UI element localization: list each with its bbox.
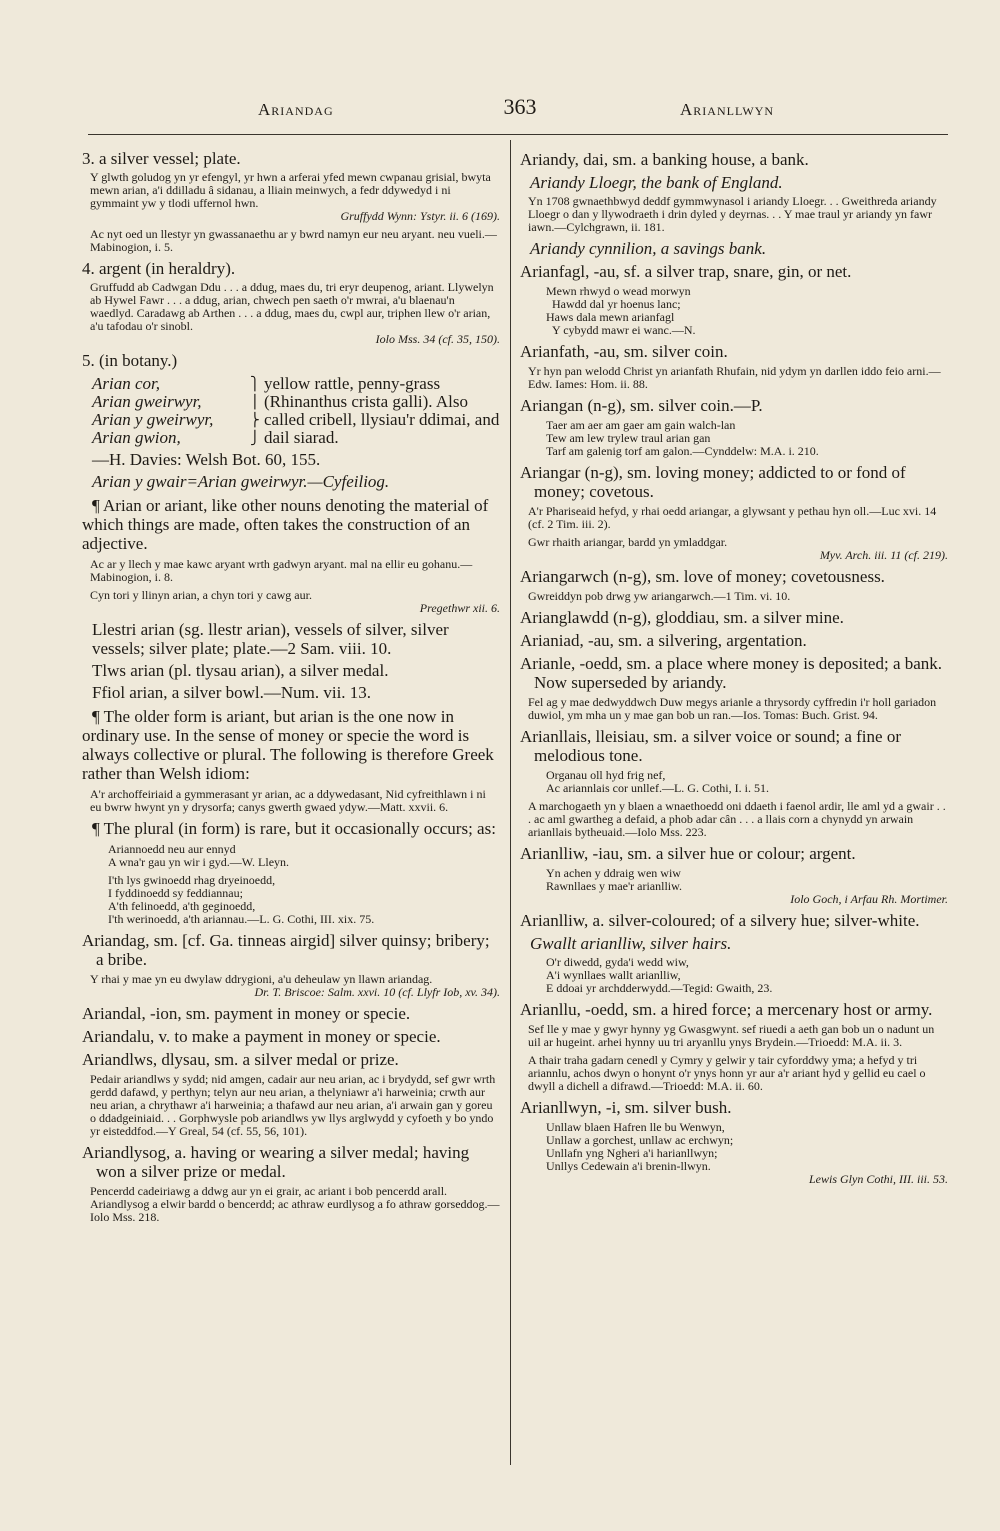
quotation: Yn 1708 gwnaethbwyd deddf gymmwynasol i ariandy Lloegr. . . Gweithreda ariandy Lloegr o dan y llywodraeth i drin dyled y deyrnas. . . Y mae traul yr ariandy yn fawr iawn.—Cylchgrawn, ii. 181. (528, 194, 937, 234)
entry-arianfath: Arianfath, -au, sm. silver coin. (520, 342, 728, 361)
entry-ariandal: Ariandal, -ion, sm. payment in money or specie. (82, 1004, 411, 1023)
quotation: Sef lle y mae y gwyr hynny yg Gwasgwynt. sef riuedi a aeth gan bob un o nadunt un uil ar hugeint. arhei hynny uu tri aryanllu ynys Brydein.—Trioedd: M.A. ii. 3. (528, 1022, 935, 1049)
page-number: 363 (503, 94, 537, 119)
quotation: Pedair ariandlws y sydd; nid amgen, cadair aur neu arian, ac i brydydd, sef gwr wrth gerdd dafawd, y perthyn; telyn aur neu arian, a thelyniawr a'i harweinia; crwth aur neu arian, a chrythawr a'i harweinia; a thafawd aur neu arian, a'i arwain gan y goreu o ddadgeiniaid. . . Gorphwysle pob ariandlws yw llys arglwydd y cyfoeth y bo yndo yr eisteddfod.—Y Greal, 54 (cf. 55, 56, 101). (90, 1072, 496, 1138)
verse-quotation (546, 867, 948, 906)
phrase-ariandy-cynnilion: Ariandy cynnilion, a savings bank. (530, 239, 767, 258)
botany-block (82, 375, 500, 447)
quotation: Ac ar y llech y mae kawc aryant wrth gadwyn aryant. mal na ellir eu gohanu.—Mabinogion, i. 8. (90, 557, 473, 584)
usage-note: ¶ The older form is ariant, but arian is the one now in ordinary use. In the sense of money or specie the word is always collective or plural. The following is therefore Greek rather than Welsh idiom: (82, 707, 494, 783)
entry-arianlliw-adjective: Arianlliw, a. silver-coloured; of a silvery hue; silver-white. (520, 911, 920, 930)
sense-3: 3. a silver vessel; plate. (82, 149, 241, 168)
quotation-reference: Myv. Arch. iii. 11 (cf. 219). (819, 548, 948, 562)
verse-text: Unllaw blaen Hafren lle bu Wenwyn, Unllaw a gorchest, unllaw ac erchwyn; Unllafn yng Ngheri a'i harianllwyn; Unllys Cedewain a'i brenin-llwyn. (546, 1120, 734, 1173)
entry-arianfagl: Arianfagl, -au, sf. a silver trap, snare, gin, or net. (520, 262, 852, 281)
botany-description: yellow rattle, penny-grass (Rhinanthus crista galli). Also called cribell, llysiau'r ddimai, and dail siarad. (264, 374, 500, 447)
verse-quotation: Organau oll hyd frig nef, Ac ariannlais cor unllef.—L. G. Cothi, I. i. 51. (546, 768, 769, 795)
phrase-tlws-arian: Tlws arian (pl. tlysau arian), a silver medal. (92, 661, 389, 680)
entry-arianllu: Arianllu, -oedd, sm. a hired force; a mercenary host or army. (520, 1000, 933, 1019)
quotation-text: Y glwth goludog yn yr efengyl, yr hwn a arferai yfed mewn cwpanau grisial, bwyta mewn arian, a'i ddilladu â sidanau, a lliain meinwych, a fedr ddywedyd i ni gymmaint yw y tlodi uffernol hwn. (90, 170, 491, 210)
botany-name: Arian y gweirwyr, (92, 410, 214, 429)
verse-quotation: I'th lys gwinoedd rhag dryeinoedd, I fyddinoedd sy feddiannau; A'th felinoedd, a'th geginoedd, I'th werinoedd, a'th ariannau.—L. G. Cothi, III. xix. 75. (108, 873, 375, 926)
header-rule (88, 134, 948, 135)
sense-5: 5. (in botany.) (82, 351, 178, 370)
header-right-guideword: Arianllwyn (680, 100, 775, 119)
verse-quotation: Taer am aer am gaer am gain walch-lan Tew am lew trylew traul arian gan Tarf am galenig torf am galon.—Cynddelw: M.A. i. 210. (546, 418, 819, 458)
arian-y-gwair: Arian y gwair=Arian gweirwyr.—Cyfeiliog. (92, 472, 390, 491)
entry-ariandy: Ariandy, dai, sm. a banking house, a bank. (520, 150, 809, 169)
botany-reference: —H. Davies: Welsh Bot. 60, 155. (92, 450, 321, 469)
quotation (90, 281, 500, 346)
quotation: A'r archoffeiriaid a gymmerasant yr arian, ac a ddywedasant, Nid cyfreithlawn i ni eu bwrw hwynt yn y drysorfa; canys gwerth gwaed ydyw.—Matt. xxvii. 6. (90, 787, 486, 814)
quotation: Ac nyt oed un llestyr yn gwassanaethu ar y bwrd namyn eur neu aryant. neu vueli.—Mabinogion, i. 5. (90, 227, 497, 254)
quotation: Pencerdd cadeiriawg a ddwg aur yn ei grair, ac ariant i bob pencerdd arall. Ariandlysog a elwir bardd o bencerdd; ac athraw eurdlysog a fo athraw gorseddog.—Iolo Mss. 218. (90, 1184, 500, 1224)
brace-glyph: ⎫ ⎪ ⎬ ⎭ (250, 376, 260, 445)
page-header (0, 94, 1000, 124)
quotation (90, 171, 500, 223)
quotation: Yr hyn pan welodd Christ yn arianfath Rhufain, nid ydym yn darllen iddo feio arni.—Edw. Iames: Hom. ii. 88. (528, 364, 941, 391)
entry-arianlliw: Arianlliw, -iau, sm. a silver hue or colour; argent. (520, 844, 856, 863)
quotation-text: Gwr rhaith ariangar, bardd yn ymladdgar. (528, 535, 728, 549)
phrase-ariandy-lloegr: Ariandy Lloegr, the bank of England. (530, 173, 783, 192)
quotation: Fel ag y mae dedwyddwch Duw megys arianle a thrysordy cyffredin i'r holl gariadon duwiol, ym mha un y mae gan bob un ran.—Ios. Tomas: Buch. Grist. 94. (528, 695, 937, 722)
entry-arianglawdd: Arianglawdd (n-g), gloddiau, sm. a silver mine. (520, 608, 844, 627)
quotation-reference: Dr. T. Briscoe: Salm. xxvi. 10 (cf. Llyfr Iob, xv. 34). (254, 985, 500, 999)
right-column (520, 146, 948, 1476)
quotation: Gwreiddyn pob drwg yw ariangarwch.—1 Tim. vi. 10. (528, 589, 791, 603)
usage-note: ¶ The plural (in form) is rare, but it occasionally occurs; as: (92, 819, 496, 838)
entry-arianllwyn: Arianllwyn, -i, sm. silver bush. (520, 1098, 732, 1117)
quotation (90, 973, 500, 999)
verse-quotation: O'r diwedd, gyda'i wedd wiw, A'i wynllaes wallt arianlliw, E ddoai yr archdderwydd.—Tegid: Gwaith, 23. (546, 955, 773, 995)
header-left-guideword: Ariandag (258, 100, 334, 119)
quotation-text: Y rhai y mae yn eu dwylaw ddrygioni, a'u deheulaw yn llawn ariandag. (90, 972, 433, 986)
quotation (90, 589, 500, 615)
botany-names (82, 375, 250, 447)
quotation-reference: Gruffydd Wynn: Ystyr. ii. 6 (169). (340, 209, 500, 223)
entry-arianllais: Arianllais, lleisiau, sm. a silver voice or sound; a fine or melodious tone. (520, 727, 901, 765)
left-column (82, 146, 500, 1476)
verse-quotation: Mewn rhwyd o wead morwyn Hawdd dal yr hoenus lanc; Haws dala mewn arianfagl Y cybydd mawr ei wanc.—N. (546, 284, 696, 337)
quotation-reference: Lewis Glyn Cothi, III. iii. 53. (809, 1172, 948, 1186)
phrase-llestri-arian: Llestri arian (sg. llestr arian), vessels of silver, silver vessels; silver plate; plate.—2 Sam. viii. 10. (92, 620, 449, 658)
quotation: A thair traha gadarn cenedl y Cymry y gelwir y tair cyforddwy yma; a hefyd y tri ariannlu, achos dwyn o honynt o'r ynys honn yr aur a'r ariant hyd y gellid eu cael o dwyll a dichell a difrawd.—Trioedd: M.A. ii. 60. (528, 1053, 926, 1093)
entry-arianiad: Arianiad, -au, sm. a silvering, argentation. (520, 631, 807, 650)
entry-ariangan: Ariangan (n-g), sm. silver coin.—P. (520, 396, 763, 415)
entry-ariandlysog: Ariandlysog, a. having or wearing a silver medal; having won a silver prize or medal. (82, 1143, 470, 1181)
verse-text: Yn achen y ddraig wen wiw Rawnllaes y mae'r arianlliw. (546, 866, 683, 893)
quotation-text: Gruffudd ab Cadwgan Ddu . . . a ddug, maes du, tri eryr deupenog, ariant. Llywelyn ab Hywel Fawr . . . a ddug, arian, chwech pen saeth o'r mwrai, a'u blaenau'n waedlyd. Caradawg ab Arthen . . . a ddug, maes du, cwpl aur, triphen llew o'r arian, a'u tafodau o'r sinobl. (90, 280, 494, 333)
entry-arianle: Arianle, -oedd, sm. a place where money is deposited; a bank. Now superseded by ariandy. (520, 654, 943, 692)
entry-ariangarwch: Ariangarwch (n-g), sm. love of money; covetousness. (520, 567, 885, 586)
botany-name: Arian cor, (92, 374, 160, 393)
phrase-gwallt-arianlliw: Gwallt arianlliw, silver hairs. (530, 934, 732, 953)
phrase-ffiol-arian: Ffiol arian, a silver bowl.—Num. vii. 13. (92, 683, 372, 702)
quotation (528, 536, 948, 562)
botany-name: Arian gwion, (92, 428, 181, 447)
quotation-reference: Iolo Mss. 34 (cf. 35, 150). (375, 332, 500, 346)
quotation-text: Cyn tori y llinyn arian, a chyn tori y cawg aur. (90, 588, 312, 602)
quotation-reference: Pregethwr xii. 6. (419, 601, 500, 615)
verse-quotation: Ariannoedd neu aur ennyd A wna'r gau yn wir i gyd.—W. Lleyn. (108, 842, 290, 869)
entry-ariangar: Ariangar (n-g), sm. loving money; addicted to or fond of money; covetous. (520, 463, 906, 501)
quotation: A'r Phariseaid hefyd, y rhai oedd ariangar, a glywsant y pethau hyn oll.—Luc xvi. 14 (cf. 2 Tim. iii. 2). (528, 504, 937, 531)
botany-name: Arian gweirwyr, (92, 392, 202, 411)
usage-note: ¶ Arian or ariant, like other nouns denoting the material of which things are made, often takes the construction of an adjective. (82, 496, 489, 553)
column-divider (510, 140, 511, 1465)
quotation: A marchogaeth yn y blaen a wnaethoedd oni ddaeth i faenol ardir, lle aml yd a gwair . . . ac aml gwartheg a defaid, a phob adar cân . . . a llais corn a chynydd yn arwain arianllais bytheuaid.—Iolo Mss. 223. (528, 799, 946, 839)
quotation-reference: Iolo Goch, i Arfau Rh. Mortimer. (790, 892, 948, 906)
entry-ariandalu: Ariandalu, v. to make a payment in money or specie. (82, 1027, 441, 1046)
entry-ariandlws: Ariandlws, dlysau, sm. a silver medal or prize. (82, 1050, 399, 1069)
verse-quotation (546, 1121, 948, 1186)
sense-4: 4. argent (in heraldry). (82, 259, 236, 278)
entry-ariandag: Ariandag, sm. [cf. Ga. tinneas airgid] silver quinsy; bribery; a bribe. (82, 931, 490, 969)
